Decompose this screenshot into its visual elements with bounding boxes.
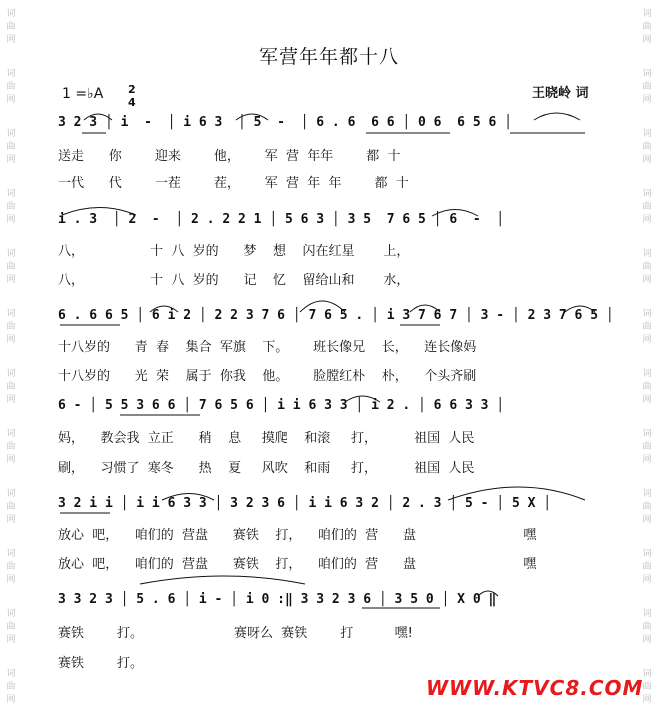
watermark-text: 词 曲 网 — [642, 129, 652, 165]
slur-mark — [140, 576, 305, 584]
lyric-line-3-verse-1: 十八岁的 青 春 集合 军旗 下。 班长像兄 长， 连长像妈 — [58, 340, 477, 355]
watermark-text: 词 曲 网 — [6, 9, 16, 45]
site-logo: WWW.KTVC8.COM — [426, 676, 644, 700]
key-signature: 1 =♭A — [62, 86, 104, 102]
song-title: 军营年年都十八 — [258, 46, 399, 68]
lyric-line-2-verse-1: 八， 十 八 岁的 梦 想 闪在红星 上， — [58, 244, 410, 259]
watermark-text: 词 曲 网 — [642, 549, 652, 585]
lyric-line-3-verse-2: 十八岁的 光 荣 属于 你我 他。 脸膛红朴 朴， 个头齐刷 — [58, 369, 477, 384]
watermark-text: 词 曲 网 — [642, 69, 652, 105]
lyric-line-1-verse-2: 一代 代 一茬 茬， 军 营 年 年 都 十 — [58, 176, 409, 191]
watermark-text: 词 曲 网 — [6, 369, 16, 405]
watermark-text: 词 曲 网 — [642, 489, 652, 525]
slur-mark — [236, 114, 268, 120]
lyric-line-4-verse-1: 妈， 教会我 立正 稍 息 摸爬 和滚 打， 祖国 人民 — [58, 431, 475, 446]
lyric-line-4-verse-2: 刷， 习惯了 寒冬 热 夏 风吹 和雨 打， 祖国 人民 — [58, 461, 475, 476]
slur-mark — [432, 210, 478, 217]
slur-mark — [62, 208, 136, 216]
watermark-text: 词 曲 网 — [642, 669, 652, 705]
notation-line-6: 3 3 2 3 │ 5 . 6 │ i - │ i 0 :‖ 3 3 2 3 6 │ 3 5 0 │ X 0 ‖ — [58, 592, 497, 607]
slur-mark — [345, 396, 380, 402]
lyric-line-5-verse-2: 放心 吧， 咱们的 营盘 赛铁 打， 咱们的 营 盘 嘿 — [58, 557, 537, 572]
slur-mark — [478, 591, 498, 596]
watermark-text: 词 曲 网 — [642, 609, 652, 645]
watermark-text: 词 曲 网 — [6, 69, 16, 105]
watermark-text: 词 曲 网 — [6, 189, 16, 225]
watermark-text: 词 曲 网 — [642, 429, 652, 465]
notation-line-1: 3 2 3 │ i - │ i 6 3 │ 5 - │ 6 . 6 6 6 │ 0 6 6 5 6 │ — [58, 115, 512, 130]
slur-mark — [410, 305, 440, 312]
notation-line-2: i . 3 │ 2 - │ 2 . 2 2 1 │ 5 6 3 │ 3 5 7 6 5 │ 6 - │ — [58, 212, 505, 227]
watermark-text: 词 曲 网 — [6, 549, 16, 585]
slur-mark — [162, 494, 214, 501]
slur-mark — [534, 113, 580, 120]
watermark-text: 词 曲 网 — [6, 669, 16, 705]
lyric-line-1-verse-1: 送走 你 迎来 他， 军 营 年年 都 十 — [58, 149, 401, 164]
watermark-text: 词 曲 网 — [6, 429, 16, 465]
slur-mark — [448, 487, 585, 500]
lyric-line-6-verse-1: 赛铁 打。 赛呀么 赛铁 打 嘿! — [58, 626, 413, 641]
watermark-text: 词 曲 网 — [642, 309, 652, 345]
watermark-text: 词 曲 网 — [6, 249, 16, 285]
lyric-line-5-verse-1: 放心 吧， 咱们的 营盘 赛铁 打， 咱们的 营 盘 嘿 — [58, 528, 537, 543]
notation-line-5: 3 2 i i │ i i 6 3 3 │ 3 2 3 6 │ i i 6 3 2 │ 2 . 3 │ 5 - │ 5 X │ — [58, 496, 552, 511]
watermark-text: 词 曲 网 — [642, 249, 652, 285]
lyric-line-2-verse-2: 八， 十 八 岁的 记 忆 留给山和 水， — [58, 273, 410, 288]
watermark-text: 词 曲 网 — [642, 189, 652, 225]
lyricist-credit: 王晓岭 词 — [532, 86, 589, 101]
watermark-text: 词 曲 网 — [642, 369, 652, 405]
watermark-text: 词 曲 网 — [642, 9, 652, 45]
watermark-text: 词 曲 网 — [6, 489, 16, 525]
watermark-text: 词 曲 网 — [6, 609, 16, 645]
notation-line-3: 6 . 6 6 5 │ 6 i 2 │ 2 2 3 7 6 │ 7 6 5 . │ i 3 7 6 7 │ 3 - │ 2 3 7 6 5 │ — [58, 308, 614, 323]
lyric-line-6-verse-2: 赛铁 打。 — [58, 656, 144, 671]
watermark-text: 词 曲 网 — [6, 309, 16, 345]
slur-mark — [150, 306, 178, 312]
slur-mark — [565, 306, 595, 312]
notation-line-4: 6 - │ 5 5 3 6 6 │ 7 6 5 6 │ i i 6 3 3 │ i 2 . │ 6 6 3 3 │ — [58, 398, 505, 413]
time-signature-top: 2 — [128, 83, 136, 96]
time-signature-bottom: 4 — [128, 96, 136, 109]
watermark-text: 词 曲 网 — [6, 129, 16, 165]
slur-mark — [300, 301, 345, 312]
slur-mark — [84, 114, 112, 120]
